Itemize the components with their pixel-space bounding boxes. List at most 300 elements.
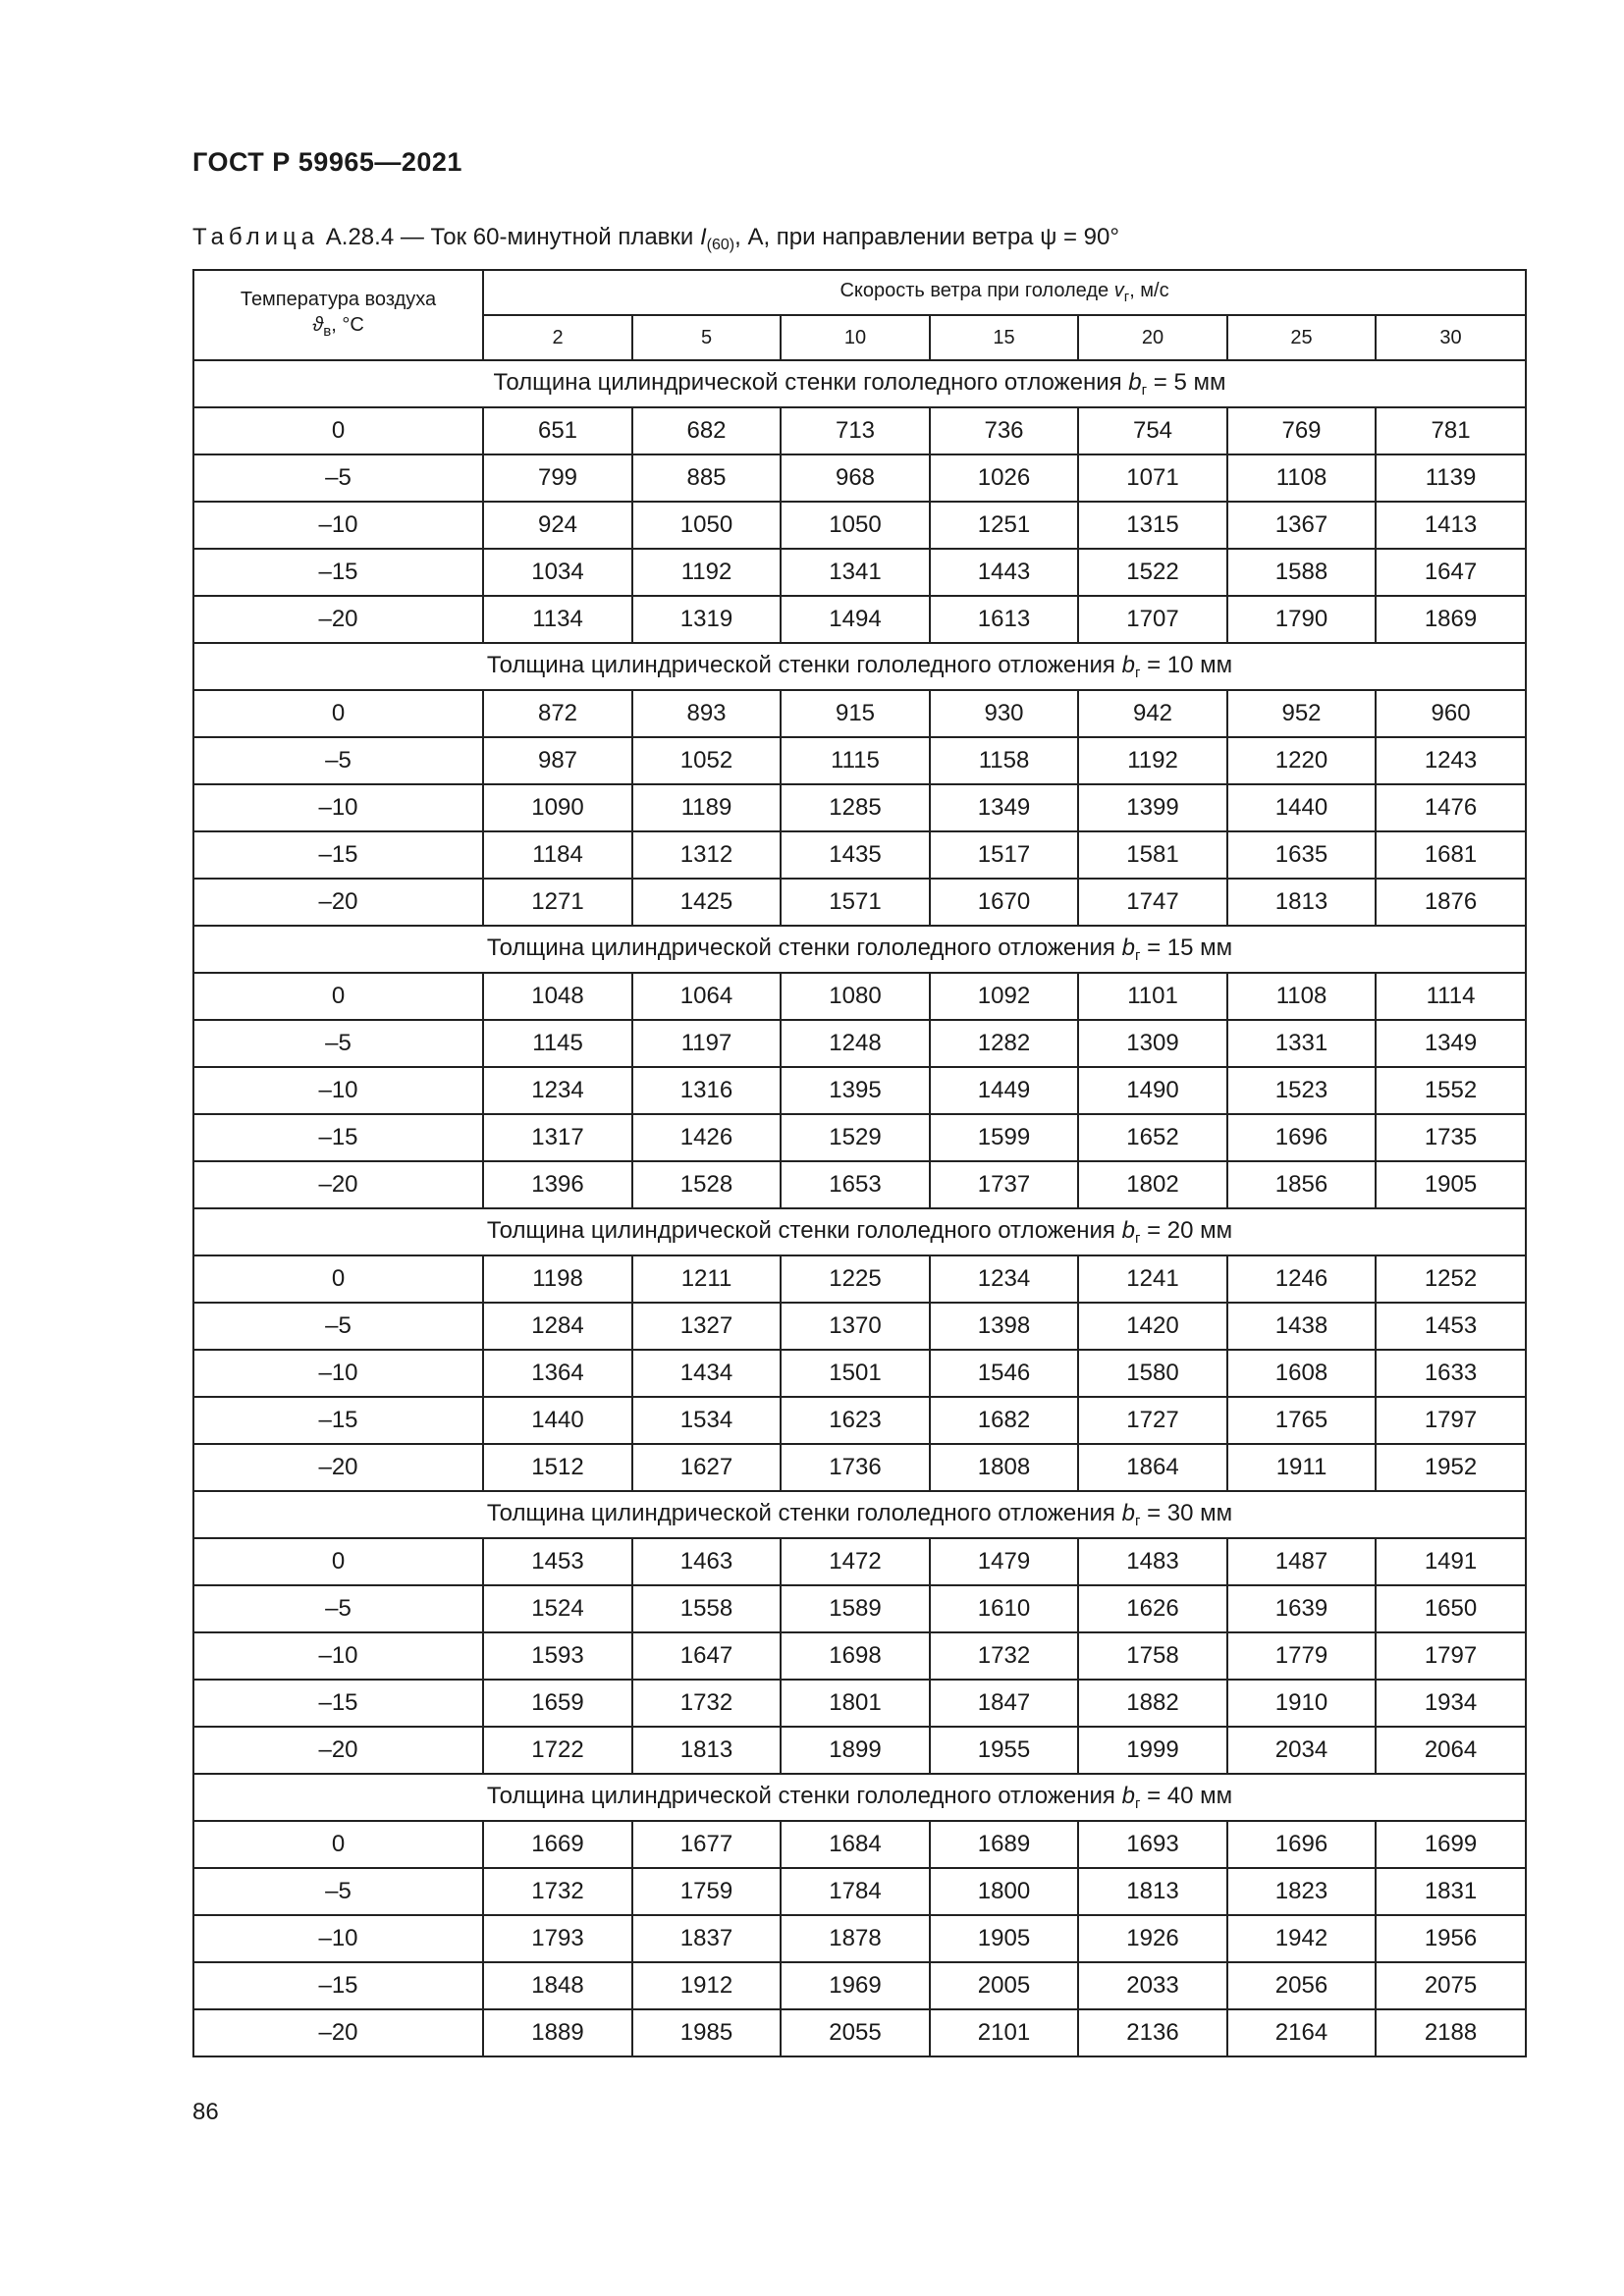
current-value-cell: 1512: [483, 1444, 632, 1491]
current-value-cell: 893: [632, 690, 781, 737]
current-value-cell: 1425: [632, 879, 781, 926]
current-value-cell: 1899: [781, 1727, 930, 1774]
current-value-cell: 1837: [632, 1915, 781, 1962]
temperature-cell: –10: [193, 1915, 483, 1962]
current-value-cell: 1669: [483, 1821, 632, 1868]
temperature-cell: –10: [193, 1632, 483, 1680]
current-value-cell: 1440: [1227, 784, 1376, 831]
current-value-cell: 1552: [1376, 1067, 1526, 1114]
current-value-cell: 1847: [930, 1680, 1078, 1727]
current-value-cell: 1101: [1078, 973, 1227, 1020]
section-title-symbol: b: [1121, 934, 1135, 961]
current-value-cell: 1633: [1376, 1350, 1526, 1397]
temperature-cell: 0: [193, 1821, 483, 1868]
temperature-header-sub: в: [323, 322, 332, 340]
current-value-cell: 651: [483, 407, 632, 454]
current-value-cell: 1234: [930, 1255, 1078, 1303]
current-value-cell: 1395: [781, 1067, 930, 1114]
current-value-cell: 1092: [930, 973, 1078, 1020]
temperature-cell: –20: [193, 2009, 483, 2056]
table-row: [193, 1868, 1526, 1915]
document-header: ГОСТ Р 59965—2021: [192, 147, 462, 177]
caption-symbol-sub: (60): [706, 237, 735, 253]
section-row: [193, 926, 1526, 973]
current-value-cell: 968: [781, 454, 930, 502]
section-title-value: = 5 мм: [1147, 369, 1226, 396]
current-value-cell: 1952: [1376, 1444, 1526, 1491]
current-value-cell: 1912: [632, 1962, 781, 2009]
current-value-cell: 2033: [1078, 1962, 1227, 2009]
current-value-cell: 2034: [1227, 1727, 1376, 1774]
speed-value: 15: [930, 315, 1078, 360]
current-value-cell: 1234: [483, 1067, 632, 1114]
section-row: [193, 1774, 1526, 1821]
current-value-cell: 1911: [1227, 1444, 1376, 1491]
current-value-cell: 1813: [632, 1727, 781, 1774]
current-value-cell: 924: [483, 502, 632, 549]
table-body: [193, 360, 1526, 2056]
section-title: [193, 1491, 1526, 1538]
speed-value: 25: [1227, 315, 1376, 360]
caption-label: Таблица: [192, 224, 320, 250]
current-value-cell: 1241: [1078, 1255, 1227, 1303]
current-value-cell: 1677: [632, 1821, 781, 1868]
current-value-cell: 1670: [930, 879, 1078, 926]
table-row: [193, 502, 1526, 549]
current-value-cell: 754: [1078, 407, 1227, 454]
section-title-prefix: Толщина цилиндрической стенки гололедного отложения: [486, 1500, 1122, 1526]
current-value-cell: 1443: [930, 549, 1078, 596]
table-row: [193, 2009, 1526, 2056]
current-value-cell: 2136: [1078, 2009, 1227, 2056]
table-row: [193, 1114, 1526, 1161]
temperature-cell: 0: [193, 407, 483, 454]
temperature-column-header: [193, 270, 483, 360]
section-title-value: = 15 мм: [1140, 934, 1233, 961]
current-value-cell: 1905: [1376, 1161, 1526, 1208]
temperature-cell: –5: [193, 1585, 483, 1632]
table-row: [193, 1255, 1526, 1303]
section-row: [193, 1491, 1526, 1538]
current-value-cell: 1589: [781, 1585, 930, 1632]
section-title: [193, 1208, 1526, 1255]
current-value-cell: 1312: [632, 831, 781, 879]
current-value-cell: 1071: [1078, 454, 1227, 502]
wind-speed-header: [483, 270, 1526, 315]
temperature-cell: –20: [193, 596, 483, 643]
wind-speed-header-sub: г: [1123, 289, 1130, 305]
current-value-cell: 1491: [1376, 1538, 1526, 1585]
table-row: [193, 1350, 1526, 1397]
current-value-cell: 872: [483, 690, 632, 737]
current-value-cell: 1797: [1376, 1397, 1526, 1444]
current-value-cell: 2005: [930, 1962, 1078, 2009]
current-value-cell: 1823: [1227, 1868, 1376, 1915]
section-title: [193, 360, 1526, 407]
table-row: [193, 1727, 1526, 1774]
current-value-cell: 1317: [483, 1114, 632, 1161]
section-title-sub: г: [1134, 665, 1141, 681]
section-title-value: = 30 мм: [1140, 1500, 1233, 1526]
temperature-cell: –10: [193, 1067, 483, 1114]
section-title-symbol: b: [1121, 1783, 1135, 1809]
current-value-cell: 1108: [1227, 454, 1376, 502]
current-value-cell: 1319: [632, 596, 781, 643]
temperature-cell: –5: [193, 1020, 483, 1067]
current-value-cell: 1722: [483, 1727, 632, 1774]
current-value-cell: 1608: [1227, 1350, 1376, 1397]
current-value-cell: 1315: [1078, 502, 1227, 549]
current-value-cell: 1090: [483, 784, 632, 831]
current-value-cell: 1613: [930, 596, 1078, 643]
current-value-cell: 1682: [930, 1397, 1078, 1444]
current-value-cell: 1878: [781, 1915, 930, 1962]
section-title-prefix: Толщина цилиндрической стенки гололедного отложения: [486, 652, 1122, 678]
table-row: [193, 784, 1526, 831]
temperature-cell: –10: [193, 784, 483, 831]
current-value-cell: 1727: [1078, 1397, 1227, 1444]
temperature-cell: –15: [193, 1680, 483, 1727]
table-row: [193, 879, 1526, 926]
wind-speed-header-symbol: v: [1113, 280, 1124, 301]
caption-text-after: , А, при направлении ветра ψ = 90°: [734, 224, 1119, 250]
current-value-cell: 1593: [483, 1632, 632, 1680]
section-title-value: = 20 мм: [1140, 1217, 1233, 1244]
current-value-cell: 930: [930, 690, 1078, 737]
section-title-value: = 10 мм: [1140, 652, 1233, 678]
caption-symbol: I: [700, 224, 707, 250]
caption-text-before: — Ток 60-минутной плавки: [394, 224, 700, 250]
current-value-cell: 1420: [1078, 1303, 1227, 1350]
current-value-cell: 1647: [1376, 549, 1526, 596]
current-value-cell: 1684: [781, 1821, 930, 1868]
section-title-symbol: b: [1128, 369, 1142, 396]
temperature-cell: –15: [193, 1397, 483, 1444]
current-value-cell: 1808: [930, 1444, 1078, 1491]
temperature-cell: –10: [193, 502, 483, 549]
temperature-cell: –15: [193, 831, 483, 879]
current-value-cell: 1735: [1376, 1114, 1526, 1161]
current-value-cell: 1434: [632, 1350, 781, 1397]
current-value-cell: 1220: [1227, 737, 1376, 784]
current-value-cell: 2056: [1227, 1962, 1376, 2009]
table-caption: [192, 224, 1119, 254]
current-value-cell: 1765: [1227, 1397, 1376, 1444]
current-value-cell: 2055: [781, 2009, 930, 2056]
section-title-sub: г: [1134, 947, 1141, 964]
current-value-cell: 1623: [781, 1397, 930, 1444]
section-title-prefix: Толщина цилиндрической стенки гололедного отложения: [493, 369, 1129, 396]
table-row: [193, 1821, 1526, 1868]
current-value-cell: 1737: [930, 1161, 1078, 1208]
current-table: [192, 269, 1527, 2057]
current-value-cell: 1426: [632, 1114, 781, 1161]
temperature-cell: 0: [193, 973, 483, 1020]
current-value-cell: 1284: [483, 1303, 632, 1350]
current-value-cell: 1732: [483, 1868, 632, 1915]
table-row: [193, 831, 1526, 879]
current-value-cell: 1529: [781, 1114, 930, 1161]
current-value-cell: 1050: [781, 502, 930, 549]
table-row: [193, 1538, 1526, 1585]
current-value-cell: 2075: [1376, 1962, 1526, 2009]
current-value-cell: 1399: [1078, 784, 1227, 831]
current-value-cell: 1784: [781, 1868, 930, 1915]
temperature-cell: 0: [193, 690, 483, 737]
current-value-cell: 1440: [483, 1397, 632, 1444]
section-title-symbol: b: [1121, 1217, 1135, 1244]
temperature-cell: –10: [193, 1350, 483, 1397]
table-row: [193, 690, 1526, 737]
table-row: [193, 454, 1526, 502]
table-row: [193, 737, 1526, 784]
temperature-header-text: Температура воздуха: [240, 288, 437, 310]
current-value-cell: 1653: [781, 1161, 930, 1208]
current-value-cell: 1435: [781, 831, 930, 879]
current-value-cell: 1882: [1078, 1680, 1227, 1727]
section-title-symbol: b: [1121, 1500, 1135, 1526]
current-value-cell: 1114: [1376, 973, 1526, 1020]
current-value-cell: 2101: [930, 2009, 1078, 2056]
section-title-symbol: b: [1121, 652, 1135, 678]
current-value-cell: 736: [930, 407, 1078, 454]
section-title-value: = 40 мм: [1140, 1783, 1233, 1809]
current-value-cell: 1248: [781, 1020, 930, 1067]
table-row: [193, 973, 1526, 1020]
current-value-cell: 1522: [1078, 549, 1227, 596]
current-value-cell: 1251: [930, 502, 1078, 549]
section-row: [193, 1208, 1526, 1255]
current-value-cell: 1856: [1227, 1161, 1376, 1208]
section-title-prefix: Толщина цилиндрической стенки гололедного отложения: [486, 934, 1122, 961]
current-value-cell: 1779: [1227, 1632, 1376, 1680]
current-value-cell: 1364: [483, 1350, 632, 1397]
section-title: [193, 1774, 1526, 1821]
current-value-cell: 1184: [483, 831, 632, 879]
table-row: [193, 549, 1526, 596]
temperature-cell: –5: [193, 1868, 483, 1915]
current-value-cell: 1524: [483, 1585, 632, 1632]
current-value-cell: 1463: [632, 1538, 781, 1585]
current-value-cell: 1048: [483, 973, 632, 1020]
current-value-cell: 1398: [930, 1303, 1078, 1350]
current-value-cell: 1652: [1078, 1114, 1227, 1161]
current-value-cell: 1693: [1078, 1821, 1227, 1868]
current-value-cell: 1494: [781, 596, 930, 643]
table-row: [193, 1585, 1526, 1632]
current-value-cell: 1517: [930, 831, 1078, 879]
temperature-cell: –5: [193, 454, 483, 502]
current-value-cell: 1689: [930, 1821, 1078, 1868]
speed-value: 2: [483, 315, 632, 360]
current-value-cell: 1985: [632, 2009, 781, 2056]
current-value-cell: 915: [781, 690, 930, 737]
table-row: [193, 1067, 1526, 1114]
table-row: [193, 1680, 1526, 1727]
current-value-cell: 1626: [1078, 1585, 1227, 1632]
current-value-cell: 1316: [632, 1067, 781, 1114]
current-value-cell: 1327: [632, 1303, 781, 1350]
current-value-cell: 1698: [781, 1632, 930, 1680]
current-value-cell: 1145: [483, 1020, 632, 1067]
current-value-cell: 781: [1376, 407, 1526, 454]
temperature-header-unit: , °С: [331, 313, 364, 336]
current-value-cell: 1599: [930, 1114, 1078, 1161]
current-value-cell: 1501: [781, 1350, 930, 1397]
temperature-cell: –15: [193, 1114, 483, 1161]
speed-value: 20: [1078, 315, 1227, 360]
current-value-cell: 960: [1376, 690, 1526, 737]
current-value-cell: 1285: [781, 784, 930, 831]
current-value-cell: 1225: [781, 1255, 930, 1303]
current-value-cell: 799: [483, 454, 632, 502]
section-row: [193, 360, 1526, 407]
current-value-cell: 1581: [1078, 831, 1227, 879]
current-value-cell: 1797: [1376, 1632, 1526, 1680]
current-value-cell: 1610: [930, 1585, 1078, 1632]
table-row: [193, 1632, 1526, 1680]
current-value-cell: 1813: [1078, 1868, 1227, 1915]
current-value-cell: 1910: [1227, 1680, 1376, 1727]
temperature-header-symbol: ϑ: [312, 313, 324, 336]
current-value-cell: 1707: [1078, 596, 1227, 643]
current-value-cell: 1876: [1376, 879, 1526, 926]
current-value-cell: 1523: [1227, 1067, 1376, 1114]
current-value-cell: 1926: [1078, 1915, 1227, 1962]
current-value-cell: 885: [632, 454, 781, 502]
wind-speed-header-unit: , м/с: [1129, 280, 1169, 301]
current-value-cell: 1472: [781, 1538, 930, 1585]
temperature-cell: –5: [193, 1303, 483, 1350]
current-value-cell: 1349: [930, 784, 1078, 831]
section-title-prefix: Толщина цилиндрической стенки гололедного отложения: [486, 1783, 1122, 1809]
page-number: 86: [192, 2099, 219, 2125]
current-value-cell: 1869: [1376, 596, 1526, 643]
table-row: [193, 1161, 1526, 1208]
current-value-cell: 987: [483, 737, 632, 784]
temperature-cell: 0: [193, 1255, 483, 1303]
current-value-cell: 1956: [1376, 1915, 1526, 1962]
current-value-cell: 1192: [1078, 737, 1227, 784]
current-value-cell: 1449: [930, 1067, 1078, 1114]
temperature-cell: 0: [193, 1538, 483, 1585]
caption-number: А.28.4: [325, 224, 395, 250]
current-value-cell: 713: [781, 407, 930, 454]
current-value-cell: 1758: [1078, 1632, 1227, 1680]
speed-value: 10: [781, 315, 930, 360]
current-value-cell: 1282: [930, 1020, 1078, 1067]
current-value-cell: 1050: [632, 502, 781, 549]
section-title-sub: г: [1134, 1230, 1141, 1247]
temperature-cell: –15: [193, 1962, 483, 2009]
current-value-cell: 1139: [1376, 454, 1526, 502]
current-value-cell: 1793: [483, 1915, 632, 1962]
current-value-cell: 1064: [632, 973, 781, 1020]
current-value-cell: 1192: [632, 549, 781, 596]
temperature-cell: –20: [193, 879, 483, 926]
table-row: [193, 1962, 1526, 2009]
current-value-cell: 1349: [1376, 1020, 1526, 1067]
current-value-cell: 1052: [632, 737, 781, 784]
current-value-cell: 1848: [483, 1962, 632, 2009]
current-value-cell: 1736: [781, 1444, 930, 1491]
current-value-cell: 1955: [930, 1727, 1078, 1774]
current-value-cell: 2064: [1376, 1727, 1526, 1774]
temperature-cell: –15: [193, 549, 483, 596]
current-value-cell: 2164: [1227, 2009, 1376, 2056]
current-value-cell: 1681: [1376, 831, 1526, 879]
current-value-cell: 952: [1227, 690, 1376, 737]
current-value-cell: 1732: [930, 1632, 1078, 1680]
section-title: [193, 643, 1526, 690]
current-value-cell: 1370: [781, 1303, 930, 1350]
current-value-cell: 1476: [1376, 784, 1526, 831]
table-row: [193, 1303, 1526, 1350]
current-value-cell: 1790: [1227, 596, 1376, 643]
current-value-cell: 1243: [1376, 737, 1526, 784]
section-title: [193, 926, 1526, 973]
current-value-cell: 1969: [781, 1962, 930, 2009]
current-value-cell: 1528: [632, 1161, 781, 1208]
current-value-cell: 1246: [1227, 1255, 1376, 1303]
current-value-cell: 1999: [1078, 1727, 1227, 1774]
current-value-cell: 1635: [1227, 831, 1376, 879]
table-header-row: [193, 270, 1526, 315]
current-value-cell: 1483: [1078, 1538, 1227, 1585]
current-value-cell: 1331: [1227, 1020, 1376, 1067]
current-value-cell: 1942: [1227, 1915, 1376, 1962]
section-title-prefix: Толщина цилиндрической стенки гололедного отложения: [486, 1217, 1122, 1244]
current-value-cell: 1650: [1376, 1585, 1526, 1632]
temperature-cell: –5: [193, 737, 483, 784]
current-value-cell: 1034: [483, 549, 632, 596]
current-value-cell: 1759: [632, 1868, 781, 1915]
current-value-cell: 1479: [930, 1538, 1078, 1585]
table-row: [193, 596, 1526, 643]
current-value-cell: 1699: [1376, 1821, 1526, 1868]
current-value-cell: 1108: [1227, 973, 1376, 1020]
current-value-cell: 1588: [1227, 549, 1376, 596]
current-value-cell: 1639: [1227, 1585, 1376, 1632]
current-value-cell: 1831: [1376, 1868, 1526, 1915]
current-value-cell: 1934: [1376, 1680, 1526, 1727]
current-value-cell: 1189: [632, 784, 781, 831]
temperature-cell: –20: [193, 1444, 483, 1491]
current-value-cell: 682: [632, 407, 781, 454]
current-value-cell: 1271: [483, 879, 632, 926]
section-title-sub: г: [1134, 1513, 1141, 1529]
current-value-cell: 1659: [483, 1680, 632, 1727]
current-value-cell: 1905: [930, 1915, 1078, 1962]
current-value-cell: 1864: [1078, 1444, 1227, 1491]
current-value-cell: 1800: [930, 1868, 1078, 1915]
current-value-cell: 1367: [1227, 502, 1376, 549]
temperature-cell: –20: [193, 1727, 483, 1774]
current-value-cell: 1115: [781, 737, 930, 784]
current-value-cell: 1413: [1376, 502, 1526, 549]
current-value-cell: 1558: [632, 1585, 781, 1632]
current-value-cell: 1802: [1078, 1161, 1227, 1208]
current-value-cell: 1341: [781, 549, 930, 596]
current-value-cell: 1134: [483, 596, 632, 643]
current-value-cell: 2188: [1376, 2009, 1526, 2056]
table-row: [193, 1397, 1526, 1444]
current-value-cell: 1647: [632, 1632, 781, 1680]
current-value-cell: 1696: [1227, 1821, 1376, 1868]
table-row: [193, 1020, 1526, 1067]
section-row: [193, 643, 1526, 690]
current-value-cell: 1453: [1376, 1303, 1526, 1350]
